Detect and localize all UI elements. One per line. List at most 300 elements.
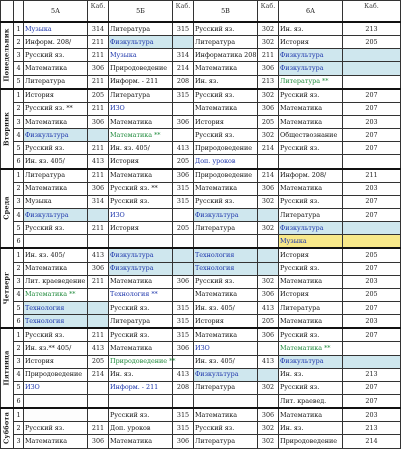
room-cell: 302 — [258, 422, 279, 435]
room-cell — [88, 301, 109, 314]
room-cell — [343, 342, 401, 355]
room-cell: 205 — [343, 288, 401, 301]
subject-cell: ИЗО — [109, 208, 173, 221]
subject-cell: Физкультура — [24, 129, 88, 142]
room-cell: 211 — [88, 142, 109, 155]
subject-cell: Русский яз. — [194, 195, 258, 208]
subject-cell: Обществознание — [279, 129, 343, 142]
room-cell: 306 — [88, 435, 109, 448]
subject-cell: Русский яз. — [279, 89, 343, 103]
subject-cell: Ин. яз. — [109, 368, 173, 381]
subject-cell: История — [24, 89, 88, 103]
table-row — [1, 75, 401, 89]
room-cell — [258, 368, 279, 381]
room-cell: 213 — [343, 368, 401, 381]
subject-cell: Русский яз. — [24, 422, 88, 435]
room-cell — [258, 394, 279, 408]
room-cell — [343, 235, 401, 249]
room-cell — [343, 155, 401, 169]
table-row — [1, 155, 401, 169]
subject-cell: Физкультура — [109, 262, 173, 275]
subject-cell: Литература — [109, 315, 173, 329]
subject-cell: Русский яз. ** — [24, 102, 88, 115]
room-cell: 208 — [173, 381, 194, 394]
room-cell: 211 — [88, 328, 109, 342]
subject-cell: Доп. уроков — [194, 155, 258, 169]
subject-cell: Математика — [109, 435, 173, 448]
subject-cell: История — [194, 315, 258, 329]
subject-cell: Математика — [279, 408, 343, 422]
room-cell: 314 — [88, 195, 109, 208]
subject-cell: История — [279, 36, 343, 49]
room-cell: 413 — [173, 368, 194, 381]
room-cell: 315 — [173, 22, 194, 36]
subject-cell: Математика — [194, 102, 258, 115]
room-cell — [173, 235, 194, 249]
room-cell: 315 — [173, 328, 194, 342]
table-row — [1, 275, 401, 288]
subject-cell: Информ. - 211 — [109, 75, 173, 89]
room-cell: 306 — [258, 288, 279, 301]
room-cell — [88, 288, 109, 301]
lesson-number: 2 — [14, 102, 24, 115]
header-corner — [1, 1, 14, 23]
subject-cell: Русский яз. — [109, 195, 173, 208]
table-row — [1, 328, 401, 342]
subject-cell: Русский яз. — [194, 22, 258, 36]
room-cell: 214 — [173, 62, 194, 75]
room-cell — [173, 36, 194, 49]
subject-cell: Русский яз. — [109, 301, 173, 314]
header-number — [14, 1, 24, 23]
subject-cell: Природоведение — [109, 62, 173, 75]
day-label-cell — [1, 22, 14, 89]
subject-cell: Русский яз. — [279, 142, 343, 155]
room-cell: 211 — [88, 422, 109, 435]
subject-cell: Музыка — [24, 195, 88, 208]
lesson-number: 6 — [14, 235, 24, 249]
day-label-cell — [1, 89, 14, 169]
table-row — [1, 49, 401, 62]
header-row — [1, 1, 401, 23]
table-row — [1, 36, 401, 49]
subject-cell: Ин. яз. 405/ — [24, 248, 88, 262]
subject-cell — [109, 235, 173, 249]
lesson-number: 5 — [14, 222, 24, 235]
subject-cell: Русский яз. — [109, 328, 173, 342]
day-label-cell — [1, 169, 14, 249]
room-cell: 306 — [258, 62, 279, 75]
subject-cell: Математика — [279, 315, 343, 329]
subject-cell: Русский яз. — [24, 142, 88, 155]
room-cell — [258, 342, 279, 355]
table-row — [1, 262, 401, 275]
room-cell — [173, 355, 194, 368]
room-cell: 302 — [258, 36, 279, 49]
subject-cell: Природоведение — [194, 142, 258, 155]
subject-cell: Русский яз. — [24, 328, 88, 342]
room-cell — [173, 288, 194, 301]
room-cell: 205 — [173, 222, 194, 235]
room-cell: 207 — [343, 262, 401, 275]
subject-cell: Математика — [194, 328, 258, 342]
subject-cell: Физкультура — [279, 222, 343, 235]
subject-cell: Лит. краеведение — [24, 275, 88, 288]
subject-cell: Технология — [24, 315, 88, 329]
lesson-number: 1 — [14, 408, 24, 422]
room-cell: 203 — [343, 115, 401, 128]
room-cell — [88, 394, 109, 408]
room-cell: 413 — [173, 142, 194, 155]
room-cell: 302 — [258, 381, 279, 394]
subject-cell: Математика — [194, 62, 258, 75]
subject-cell: История — [109, 222, 173, 235]
table-row — [1, 301, 401, 314]
table-row — [1, 115, 401, 128]
room-cell: 205 — [258, 115, 279, 128]
room-cell — [258, 208, 279, 221]
subject-cell: Математика — [24, 262, 88, 275]
subject-cell: Математика ** — [279, 342, 343, 355]
table-row — [1, 169, 401, 183]
subject-cell: Музыка — [109, 49, 173, 62]
room-cell: 214 — [343, 435, 401, 448]
subject-cell — [24, 235, 88, 249]
subject-cell: Литература — [24, 75, 88, 89]
subject-cell: Математика — [109, 275, 173, 288]
subject-cell: Математика — [279, 102, 343, 115]
table-row — [1, 102, 401, 115]
table-row — [1, 22, 401, 36]
lesson-number: 2 — [14, 342, 24, 355]
room-cell — [88, 129, 109, 142]
room-cell: 213 — [343, 422, 401, 435]
room-cell: 213 — [258, 75, 279, 89]
subject-cell: Информатика 208 — [194, 49, 258, 62]
subject-cell — [279, 155, 343, 169]
room-cell: 306 — [258, 102, 279, 115]
subject-cell: Музыка — [279, 235, 343, 249]
subject-cell: Литература — [279, 208, 343, 221]
subject-cell: Физкультура — [279, 355, 343, 368]
room-cell: 205 — [88, 355, 109, 368]
subject-cell: Русский яз. — [109, 408, 173, 422]
table-row — [1, 355, 401, 368]
room-cell — [173, 262, 194, 275]
subject-cell: Физкультура — [109, 36, 173, 49]
table-row — [1, 129, 401, 142]
subject-cell — [109, 394, 173, 408]
room-cell: 413 — [88, 342, 109, 355]
room-cell: 207 — [343, 102, 401, 115]
subject-cell: Математика — [24, 62, 88, 75]
room-cell: 413 — [88, 248, 109, 262]
lesson-number: 1 — [14, 89, 24, 103]
subject-cell: Математика — [279, 115, 343, 128]
subject-cell: Физкультура — [109, 248, 173, 262]
room-cell: 207 — [343, 301, 401, 314]
subject-cell: Доп. уроков — [109, 422, 173, 435]
subject-cell: Математика — [279, 275, 343, 288]
room-cell: 211 — [88, 169, 109, 183]
subject-cell: Технология ** — [109, 288, 173, 301]
room-cell: 214 — [88, 368, 109, 381]
room-cell — [343, 75, 401, 89]
room-cell: 214 — [258, 169, 279, 183]
subject-cell: Литература — [109, 22, 173, 36]
room-cell: 302 — [258, 275, 279, 288]
room-cell: 213 — [343, 22, 401, 36]
subject-cell: Природоведение — [279, 435, 343, 448]
subject-cell: ИЗО — [109, 102, 173, 115]
subject-cell: Ин. яз. 405/ — [194, 355, 258, 368]
subject-cell: Русский яз. — [279, 262, 343, 275]
table-row — [1, 381, 401, 394]
room-cell: 315 — [173, 195, 194, 208]
group-header-5a: 5А — [24, 1, 88, 23]
room-cell: 306 — [258, 182, 279, 195]
room-cell: 315 — [173, 89, 194, 103]
subject-cell: Технология — [194, 262, 258, 275]
room-header: Каб. — [343, 1, 401, 23]
table-row — [1, 62, 401, 75]
room-cell: 306 — [173, 275, 194, 288]
room-cell — [343, 222, 401, 235]
subject-cell: Природоведение — [194, 169, 258, 183]
lesson-number: 2 — [14, 422, 24, 435]
room-cell: 306 — [88, 182, 109, 195]
room-cell: 211 — [88, 275, 109, 288]
lesson-number: 3 — [14, 115, 24, 128]
room-header: Каб. — [88, 1, 109, 23]
subject-cell: Русский яз. ** — [109, 182, 173, 195]
room-cell — [343, 355, 401, 368]
day-label: Вторник — [2, 111, 11, 146]
day-label: Понедельник — [2, 28, 11, 82]
room-cell: 302 — [258, 129, 279, 142]
subject-cell: ИЗО — [24, 381, 88, 394]
room-cell: 203 — [343, 315, 401, 329]
subject-cell: Математика — [194, 288, 258, 301]
subject-cell: Ин. яз. — [279, 22, 343, 36]
lesson-number: 4 — [14, 62, 24, 75]
room-cell — [88, 381, 109, 394]
room-cell: 302 — [258, 195, 279, 208]
subject-cell: Русский яз. — [279, 381, 343, 394]
room-cell: 413 — [88, 155, 109, 169]
room-cell: 205 — [343, 248, 401, 262]
lesson-number: 6 — [14, 315, 24, 329]
schedule-body — [1, 1, 401, 449]
room-cell: 306 — [173, 435, 194, 448]
subject-cell: Информ. 208/ — [279, 169, 343, 183]
room-cell: 306 — [173, 342, 194, 355]
room-cell: 302 — [258, 22, 279, 36]
room-cell — [343, 62, 401, 75]
room-cell — [173, 102, 194, 115]
table-row — [1, 435, 401, 448]
room-cell: 211 — [258, 49, 279, 62]
room-cell: 205 — [258, 315, 279, 329]
room-cell: 315 — [173, 315, 194, 329]
room-cell — [173, 394, 194, 408]
room-cell: 211 — [88, 222, 109, 235]
room-cell: 205 — [343, 36, 401, 49]
room-cell: 208 — [173, 75, 194, 89]
subject-cell: Математика — [109, 169, 173, 183]
room-cell: 203 — [343, 275, 401, 288]
lesson-number: 2 — [14, 36, 24, 49]
lesson-number: 4 — [14, 208, 24, 221]
subject-cell: Математика — [194, 408, 258, 422]
subject-cell: Литература — [279, 301, 343, 314]
subject-cell: Русский яз. — [24, 49, 88, 62]
subject-cell: Математика — [109, 342, 173, 355]
room-cell: 306 — [258, 408, 279, 422]
room-cell — [173, 129, 194, 142]
subject-cell: Математика — [24, 182, 88, 195]
subject-cell: Физкультура — [194, 208, 258, 221]
subject-cell: Математика ** — [109, 129, 173, 142]
room-cell: 302 — [258, 89, 279, 103]
subject-cell: Математика — [24, 115, 88, 128]
day-label: Суббота — [2, 412, 11, 445]
subject-cell: Информ. 208/ — [24, 36, 88, 49]
room-cell: 207 — [343, 129, 401, 142]
room-cell: 306 — [173, 169, 194, 183]
lesson-number: 2 — [14, 262, 24, 275]
room-cell: 314 — [173, 49, 194, 62]
subject-cell: Информ. - 211 — [109, 381, 173, 394]
subject-cell: Математика ** — [24, 288, 88, 301]
subject-cell: Литература — [194, 435, 258, 448]
table-row — [1, 222, 401, 235]
subject-cell: Ин. яз. — [194, 75, 258, 89]
subject-cell: Ин. яз. — [279, 368, 343, 381]
subject-cell: История — [279, 288, 343, 301]
lesson-number: 4 — [14, 129, 24, 142]
room-cell: 207 — [343, 89, 401, 103]
subject-cell — [24, 408, 88, 422]
day-label-cell — [1, 328, 14, 408]
room-cell: 205 — [173, 155, 194, 169]
room-cell: 314 — [88, 22, 109, 36]
subject-cell: Физкультура — [279, 49, 343, 62]
subject-cell: Русский яз. — [194, 129, 258, 142]
subject-cell: Математика — [279, 182, 343, 195]
lesson-number: 3 — [14, 195, 24, 208]
subject-cell: Русский яз. — [24, 222, 88, 235]
subject-cell: Ин. яз. 405/ — [194, 301, 258, 314]
subject-cell: История — [194, 115, 258, 128]
table-row — [1, 195, 401, 208]
room-cell: 211 — [88, 102, 109, 115]
subject-cell: Русский яз. — [279, 195, 343, 208]
room-cell — [258, 235, 279, 249]
lesson-number: 3 — [14, 355, 24, 368]
subject-cell — [24, 394, 88, 408]
room-cell — [258, 262, 279, 275]
subject-cell: Математика — [24, 435, 88, 448]
subject-cell: История — [279, 248, 343, 262]
subject-cell: Физкультура — [279, 62, 343, 75]
room-cell: 211 — [343, 169, 401, 183]
subject-cell: Физкультура — [194, 368, 258, 381]
table-row — [1, 315, 401, 329]
room-cell: 306 — [88, 262, 109, 275]
lesson-number: 5 — [14, 381, 24, 394]
day-label: Среда — [2, 196, 11, 221]
table-row — [1, 182, 401, 195]
subject-cell: Ин. яз.** 405/ — [24, 342, 88, 355]
subject-cell: Русский яз. — [279, 328, 343, 342]
group-header-5b: 5Б — [109, 1, 173, 23]
subject-cell: Ин. яз. 405/ — [109, 142, 173, 155]
day-label: Четверг — [2, 271, 11, 305]
room-cell: 207 — [343, 142, 401, 155]
table-row — [1, 288, 401, 301]
table-row — [1, 208, 401, 221]
subject-cell: Русский яз. — [194, 422, 258, 435]
room-cell: 413 — [258, 355, 279, 368]
table-row — [1, 408, 401, 422]
group-header-6a: 6А — [279, 1, 343, 23]
room-cell: 211 — [88, 49, 109, 62]
room-cell: 207 — [343, 208, 401, 221]
subject-cell: ИЗО — [194, 342, 258, 355]
room-cell: 306 — [258, 328, 279, 342]
lesson-number: 5 — [14, 301, 24, 314]
room-cell — [258, 248, 279, 262]
lesson-number: 3 — [14, 49, 24, 62]
room-cell: 315 — [173, 422, 194, 435]
day-label-cell — [1, 248, 14, 328]
lesson-number: 4 — [14, 368, 24, 381]
room-cell: 302 — [258, 222, 279, 235]
subject-cell: Природоведение ** — [109, 355, 173, 368]
room-cell — [258, 155, 279, 169]
subject-cell: Природоведение — [24, 368, 88, 381]
table-row — [1, 89, 401, 103]
lesson-number: 1 — [14, 22, 24, 36]
room-cell: 214 — [258, 142, 279, 155]
room-cell: 211 — [88, 75, 109, 89]
table-row — [1, 368, 401, 381]
room-cell: 315 — [173, 301, 194, 314]
subject-cell: Физкультура — [24, 208, 88, 221]
lesson-number: 3 — [14, 275, 24, 288]
room-cell — [88, 235, 109, 249]
room-cell — [343, 49, 401, 62]
room-cell: 302 — [258, 435, 279, 448]
room-cell: 306 — [173, 115, 194, 128]
subject-cell: История — [24, 355, 88, 368]
room-cell: 315 — [173, 408, 194, 422]
room-cell — [173, 248, 194, 262]
lesson-number: 1 — [14, 248, 24, 262]
day-label: Пятница — [2, 350, 11, 386]
room-cell — [88, 208, 109, 221]
subject-cell: История — [109, 155, 173, 169]
subject-cell: Математика — [109, 115, 173, 128]
subject-cell: Ин. яз. — [279, 422, 343, 435]
lesson-number: 2 — [14, 182, 24, 195]
subject-cell: Технология — [194, 248, 258, 262]
table-row — [1, 142, 401, 155]
room-cell: 207 — [343, 328, 401, 342]
lesson-number: 3 — [14, 435, 24, 448]
lesson-number: 5 — [14, 75, 24, 89]
